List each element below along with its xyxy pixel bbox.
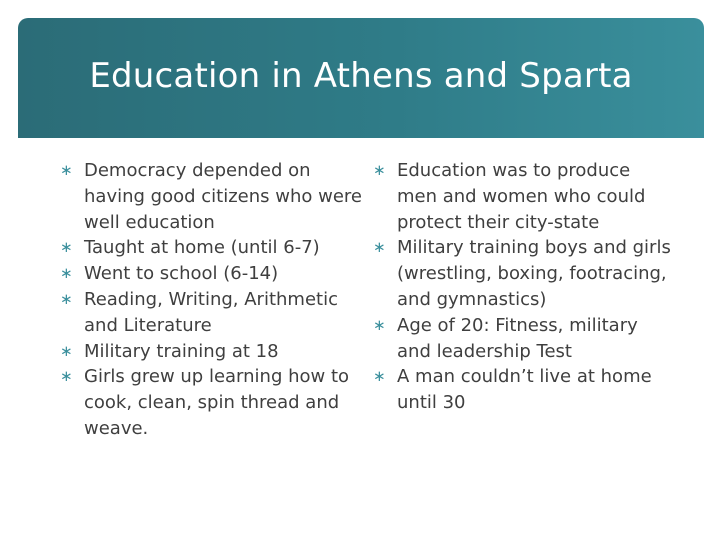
right-bullet-list	[373, 158, 673, 416]
list-item	[60, 235, 365, 261]
title-band	[18, 18, 704, 138]
bullet-icon: ∗	[373, 367, 386, 386]
list-item	[373, 364, 673, 416]
list-item-text: Military training at 18	[84, 340, 279, 362]
slide-title: Education in Athens and Sparta	[89, 56, 633, 96]
list-item-text: Age of 20: Fitness, military and leadership Test	[397, 314, 638, 362]
bullet-icon: ∗	[60, 264, 73, 283]
list-item-text: Education was to produce men and women who could protect their city-state	[397, 160, 646, 233]
left-column	[60, 158, 365, 442]
list-item-text: Went to school (6-14)	[84, 263, 279, 285]
list-item	[60, 158, 365, 235]
list-item	[60, 261, 365, 287]
list-item	[373, 158, 673, 235]
bullet-icon: ∗	[60, 238, 73, 257]
bullet-icon: ∗	[373, 238, 386, 257]
list-item-text: Taught at home (until 6-7)	[84, 237, 320, 259]
list-item	[60, 339, 365, 365]
bullet-icon: ∗	[60, 341, 73, 360]
list-item-text: Girls grew up learning how to cook, clean, spin thread and weave.	[84, 366, 350, 439]
list-item	[373, 235, 673, 312]
list-item-text: Military training boys and girls (wrestling, boxing, footracing, and gymnastics)	[397, 237, 671, 310]
list-item	[373, 313, 673, 365]
list-item-text: Reading, Writing, Arithmetic and Literature	[84, 288, 338, 336]
left-bullet-list	[60, 158, 365, 442]
list-item	[60, 287, 365, 339]
bullet-icon: ∗	[60, 161, 73, 179]
bullet-icon: ∗	[373, 161, 386, 179]
list-item	[60, 364, 365, 441]
right-column	[373, 158, 673, 416]
list-item-text: A man couldn’t live at home until 30	[397, 366, 652, 414]
bullet-icon: ∗	[60, 367, 73, 386]
bullet-icon: ∗	[373, 315, 386, 334]
list-item-text: Democracy depended on having good citizens who were well education	[84, 160, 362, 233]
bullet-icon: ∗	[60, 289, 73, 308]
